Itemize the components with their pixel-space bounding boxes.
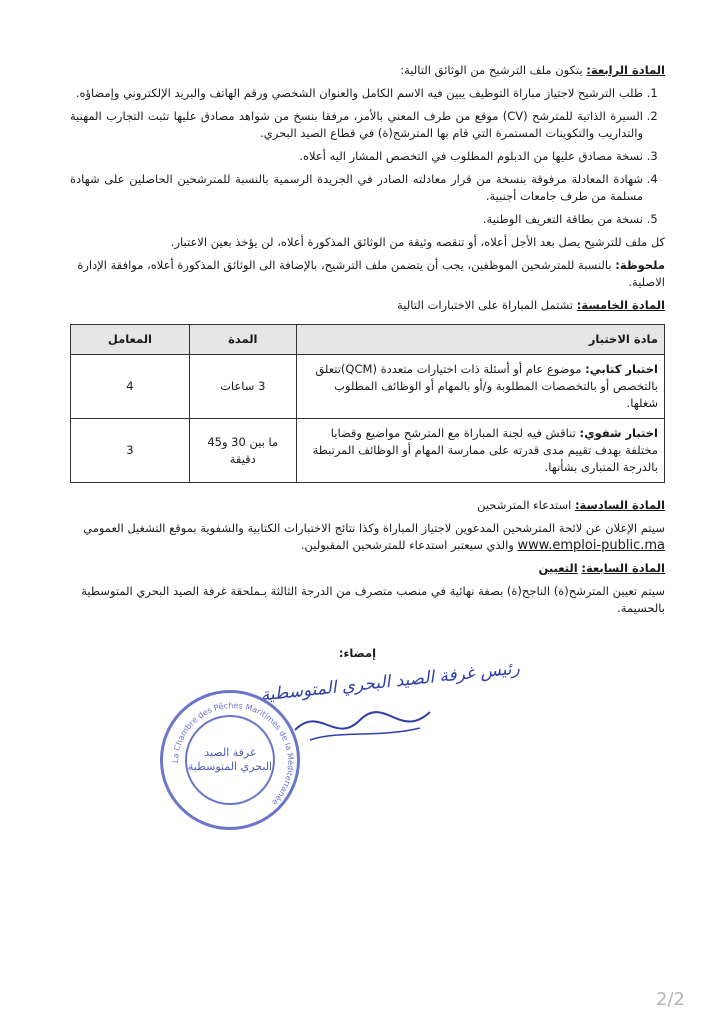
written-exam-coefficient: 4: [71, 355, 190, 419]
signature-scribble: [290, 700, 440, 750]
seal-center-text: غرفة الصيد البحري المتوسطية: [187, 746, 273, 773]
article6-title: استدعاء المترشحين: [477, 498, 572, 512]
header-coefficient: المعامل: [71, 325, 190, 355]
article7-header: [70, 560, 665, 577]
article7-title: التعيين: [538, 561, 578, 575]
article5-intro: تشتمل المباراة على الاختبارات التالية: [397, 298, 574, 312]
article6-header: [70, 497, 665, 514]
article5-heading: المادة الخامسة:: [576, 298, 665, 312]
written-exam-text: موضوع عام أو أسئلة ذات اختيارات متعددة (QCM)تتعلق بالتخصص أو بالتخصصات المطلوبة و/أو بالمهام أو الوظائف المطلوب شغلها.: [315, 362, 658, 410]
oral-exam-text: تناقش فيه لجنة المباراة مع المترشح مواضيع وقضايا مختلفة بهدف تقييم مدى قدرته على ممارسة المهام أو الوظائف المرتبطة بالدرجة المتبارى بشأنها.: [312, 426, 658, 474]
written-exam-cell: [296, 355, 664, 419]
written-exam-label: اختبار كتابي:: [585, 362, 658, 376]
table-row: [71, 419, 665, 483]
oral-exam-cell: [296, 419, 664, 483]
page-number: 2/2: [656, 989, 685, 1010]
article7-text: سيتم تعيين المترشح(ة) الناجح(ة) بصفة نهائية في منصب متصرف من الدرجة الثالثة بـملحقة غرفة الصيد البحري المتوسطية بالحسيمة.: [81, 584, 665, 615]
oral-exam-duration: ما بين 30 و45 دقيقة: [189, 419, 296, 483]
list-item: 2. السيرة الذاتية للمترشح (CV) موقع من طرف المعني بالأمر، مرفقا بنسخ من شواهد مصادق عليها تثبت التجارب المهنية والتداريب والتكوينات المستمرة التي قام بها المترشح(ة) في قطاع الصيد البحري.: [70, 108, 643, 142]
list-item: 4. شهادة المعادلة مرفوقة بنسخة من قرار معادلته الصادر في الجريدة الرسمية بالنسبة للمترشحين الحاصلين على شهادة مسلمة من طرف جامعات أجنبية.: [70, 171, 643, 205]
article4-intro: يتكون ملف الترشيح من الوثائق التالية:: [400, 63, 583, 77]
article6-text: سيتم الإعلان عن لائحة المترشحين المدعوين لاجتياز المباراة وكذا نتائج الاختبارات الكتابية والشفوية بموقع التشغيل العمومي: [83, 521, 665, 535]
oral-exam-coefficient: 3: [71, 419, 190, 483]
seal-ring-text: La Chambre des Pêches Maritimes de la Méditerranée: [170, 700, 296, 808]
article6-text-after: والذي سيعتبر استدعاء للمترشحين المقبولين.: [300, 538, 514, 552]
written-exam-duration: 3 ساعات: [189, 355, 296, 419]
header-subject: مادة الاختبار: [296, 325, 664, 355]
article4-heading: المادة الرابعة:: [586, 63, 665, 77]
official-seal: [160, 690, 300, 830]
list-item: 1. طلب الترشيح لاجتياز مباراة التوظيف يبين فيه الاسم الكامل والعنوان الشخصي ورقم الهاتف والبريد الإلكتروني وإمضاؤه.: [70, 85, 643, 102]
remark-text: بالنسبة للمترشحين الموظفين، يجب أن يتضمن ملف الترشيح، بالإضافة الى الوثائق المذكورة أعلاه، موافقة الإدارة الاصلية.: [77, 258, 665, 289]
article6-heading: المادة السادسة:: [574, 498, 665, 512]
article6-body: [70, 520, 665, 554]
signature-label: إمضاء:: [338, 646, 377, 660]
document-body: [70, 62, 665, 662]
table-row: [71, 355, 665, 419]
remark-label: ملحوظة:: [615, 258, 665, 272]
article4-header: [70, 62, 665, 79]
table-header-row: [71, 325, 665, 355]
article7-heading: المادة السابعة:: [581, 561, 665, 575]
handwritten-signature-title: رئيس غرفة الصيد البحري المتوسطية: [259, 658, 521, 706]
list-item: 5. نسخة من بطاقة التعريف الوطنية.: [70, 211, 643, 228]
header-duration: المدة: [189, 325, 296, 355]
late-file-note: كل ملف للترشيح يصل بعد الأجل أعلاه، أو تنقصه وثيقة من الوثائق المذكورة أعلاه، لن يؤخذ بعين الاعتبار.: [170, 235, 665, 249]
documents-list: [70, 85, 665, 228]
remark: [70, 257, 665, 291]
seal-center: [185, 715, 275, 805]
emploi-public-link[interactable]: www.emploi-public.ma: [517, 538, 665, 553]
oral-exam-label: اختبار شفوي:: [579, 426, 658, 440]
article5-header: [70, 297, 665, 314]
list-item: 3. نسخة مصادق عليها من الدبلوم المطلوب في التخصص المشار اليه أعلاه.: [70, 148, 643, 165]
exams-table: [70, 324, 665, 483]
